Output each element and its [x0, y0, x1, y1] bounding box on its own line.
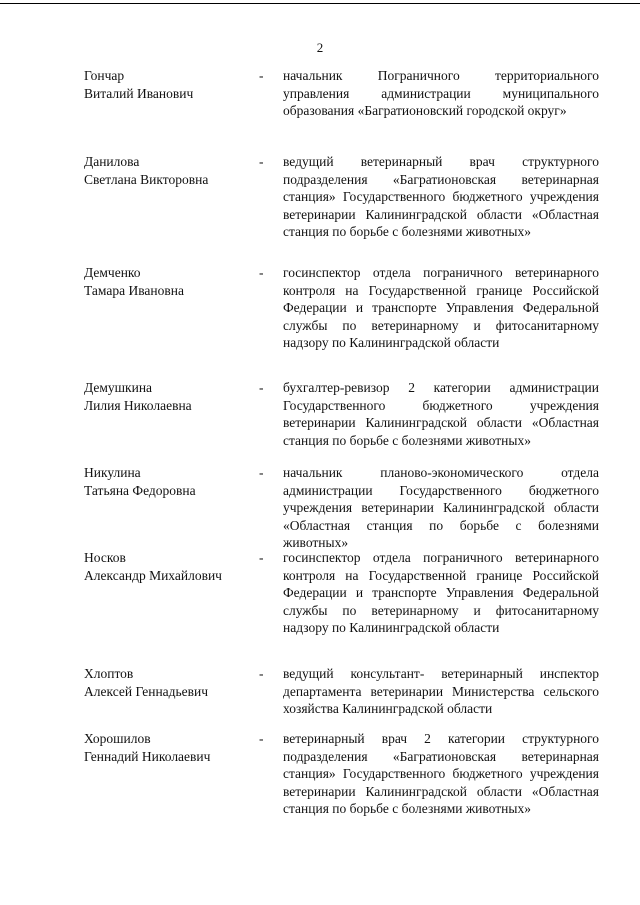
member-given-names: Светлана Викторовна: [84, 172, 209, 187]
member-given-names: Лилия Николаевна: [84, 398, 192, 413]
member-given-names: Алексей Геннадьевич: [84, 684, 209, 699]
member-name: [84, 379, 254, 415]
member-position: начальник Пограничного территориального управления администрации муниципального образования «Багратионовский городской округ»: [283, 68, 599, 118]
member-dash: -: [259, 380, 264, 395]
member-dash: -: [259, 666, 264, 681]
member-surname: Данилова: [84, 154, 140, 169]
member-name: [84, 464, 254, 500]
member-name: [84, 153, 254, 189]
member-surname: Демченко: [84, 265, 141, 280]
member-dash: -: [259, 265, 264, 280]
member-surname: Демушкина: [84, 380, 153, 395]
member-given-names: Тамара Ивановна: [84, 283, 184, 298]
member-given-names: Геннадий Николаевич: [84, 749, 211, 764]
member-name: [84, 665, 254, 701]
member-name: [84, 730, 254, 766]
member-position: ветеринарный врач 2 категории структурного подразделения «Багратионовская ветеринарная станция» Государственного бюджетного учреждения ветеринарии Калининградской области «Областная станция по борьбе с болезнями животных»: [283, 731, 599, 816]
member-dash: -: [259, 154, 264, 169]
member-name: [84, 264, 254, 300]
member-position: ведущий ветеринарный врач структурного подразделения «Багратионовская ветеринарная станция» Государственного бюджетного учреждения ветеринарии Калининградской области «Областная станция по борьбе с болезнями животных»: [283, 154, 599, 239]
member-surname: Хорошилов: [84, 731, 151, 746]
member-surname: Хлоптов: [84, 666, 134, 681]
member-surname: Никулина: [84, 465, 141, 480]
member-given-names: Татьяна Федоровна: [84, 483, 196, 498]
member-given-names: Александр Михайлович: [84, 568, 222, 583]
member-position: ведущий консультант- ветеринарный инспектор департамента ветеринарии Министерства сельского хозяйства Калининградской области: [283, 666, 599, 716]
member-dash: -: [259, 550, 264, 565]
page-number: 2: [316, 40, 324, 55]
member-surname: Гончар: [84, 68, 125, 83]
member-given-names: Виталий Иванович: [84, 86, 194, 101]
member-dash: -: [259, 68, 264, 83]
member-name: [84, 549, 254, 585]
member-dash: -: [259, 465, 264, 480]
member-name: [84, 67, 254, 103]
member-surname: Носков: [84, 550, 126, 565]
member-position: бухгалтер-ревизор 2 категории администрации Государственного бюджетного учреждения ветеринарии Калининградской области «Областная станция по борьбе с болезнями животных»: [283, 380, 599, 448]
member-position: начальник планово-экономического отдела администрации Государственного бюджетного учреждения ветеринарии Калининградской области «Областная станция по борьбе с болезнями животных»: [283, 465, 599, 550]
member-position: госинспектор отдела пограничного ветеринарного контроля на Государственной границе Российской Федерации и транспорте Управления Федеральной службы по ветеринарному и фитосанитарному надзору по Калининградской области: [283, 550, 599, 635]
member-position: госинспектор отдела пограничного ветеринарного контроля на Государственной границе Российской Федерации и транспорте Управления Федеральной службы по ветеринарному и фитосанитарному надзору по Калининградской области: [283, 265, 599, 350]
member-dash: -: [259, 731, 264, 746]
